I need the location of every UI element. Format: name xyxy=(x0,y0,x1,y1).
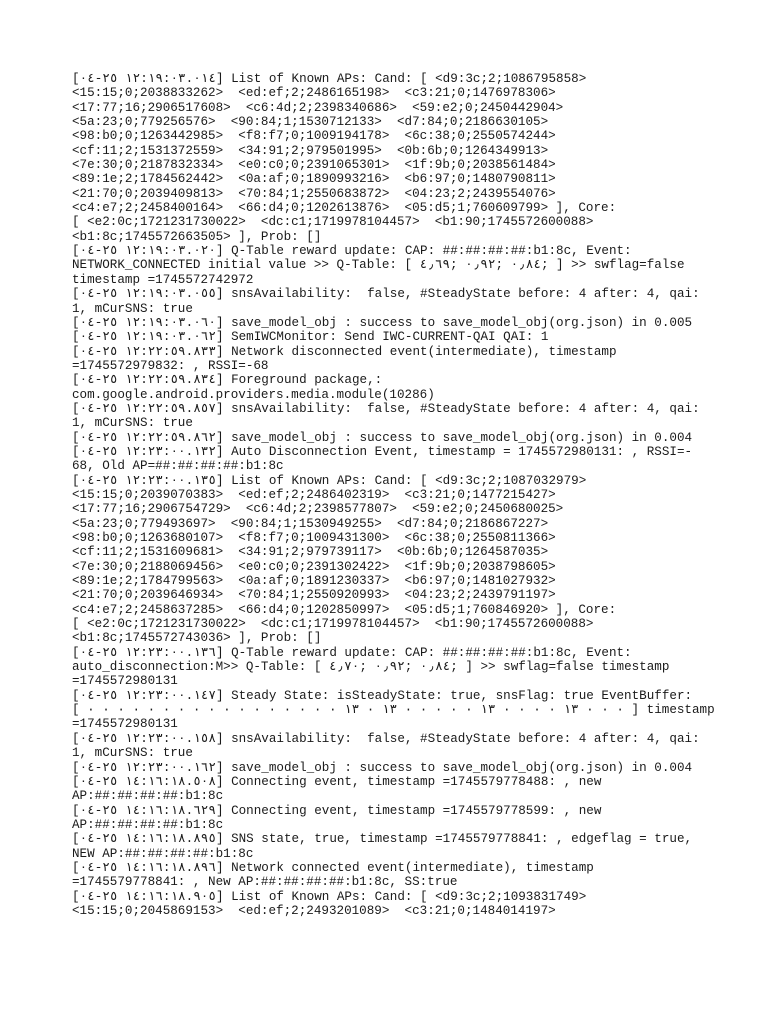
log-line: [١٢:١٩:٠٣.٠٥٥ ٢٥-٠٤] snsAvailability: false, #SteadyState before: 4 after: 4, qai: xyxy=(72,287,700,302)
log-line: <b1:8c;1745572663505> ], Prob: [] xyxy=(72,229,322,244)
log-line: <5a:23;0;779256576> <90:84;1;1530712133> <d7:84;0;2186630105> xyxy=(72,115,549,130)
log-line: <c4:e7;2;2458637285> <66:d4;0;1202850997> <05:d5;1;760846920> ], Core: xyxy=(72,602,617,617)
log-line: [١٢:٢٣:٠٠.١٣٢ ٢٥-٠٤] Auto Disconnection Event, timestamp = 1745572980131: , RSSI=- xyxy=(72,444,693,459)
log-line: [١٢:٢٣:٠٠.١٣٦ ٢٥-٠٤] Q-Table reward update: CAP: ##:##:##:##:b1:8c, Event: xyxy=(72,645,632,660)
log-line: 1, mCurSNS: true xyxy=(72,746,193,761)
log-line: [١٢:٢٢:٥٩.٨٦٢ ٢٥-٠٤] save_model_obj : success to save_model_obj(org.json) in 0.004 xyxy=(72,430,693,445)
log-line: AP:##:##:##:##:b1:8c xyxy=(72,817,224,832)
log-line: <89:1e;2;1784799563> <0a:af;0;1891230337> <b6:97;0;1481027932> xyxy=(72,574,556,589)
log-line: [ <e2:0c;1721231730022> <dc:c1;1719978104457> <b1:90;1745572600088> xyxy=(72,617,594,632)
log-line: <98:b0;0;1263680107> <f8:f7;0;1009431300> <6c:38;0;2550811366> xyxy=(72,531,556,545)
log-line: <cf:11;2;1531609681> <34:91;2;979739117> <0b:6b;0;1264587035> xyxy=(72,545,549,560)
log-line: NEW AP:##:##:##:##:b1:8c xyxy=(72,846,254,861)
log-line: <15:15;0;2039070383> <ed:ef;2;2486402319> <c3:21;0;1477215427> xyxy=(72,487,556,502)
log-line: [١٢:٢٣:٠٠.١٤٧ ٢٥-٠٤] Steady State: isSteadyState: true, snsFlag: true EventBuffer: xyxy=(72,688,693,703)
log-line: com.google.android.providers.media.module(10286) xyxy=(72,387,435,402)
log-line: <17:77;16;2906754729> <c6:4d;2;2398577807> <59:e2;0;2450680025> xyxy=(72,502,564,517)
log-line: [١٤:١٦:١٨.٩٠٥ ٢٥-٠٤] List of Known APs: Cand: [ <d9:3c;2;1093831749> xyxy=(72,889,587,904)
log-line: auto_disconnection:M>> Q-Table: [ ٠٫٨٤ ;٠٫٩٢ ;٤٫٧٠; ] >> swflag=false timestamp xyxy=(72,660,670,675)
log-line: [١٤:١٦:١٨.٨٩٦ ٢٥-٠٤] Network connected event(intermediate), timestamp xyxy=(72,860,594,875)
log-line: [١٢:١٩:٠٣.٠٦٢ ٢٥-٠٤] SemIWCMonitor: Send IWC-CURRENT-QAI QAI: 1 xyxy=(72,330,549,345)
log-line: [١٢:٢٢:٥٩.٨٣٣ ٢٥-٠٤] Network disconnected event(intermediate), timestamp xyxy=(72,344,617,359)
log-line: timestamp =1745572742972 xyxy=(72,272,254,287)
log-line: =1745572980131 xyxy=(72,717,178,732)
log-line: [١٤:١٦:١٨.٦٢٩ ٢٥-٠٤] Connecting event, timestamp =1745579778599: , new xyxy=(72,803,602,818)
log-line: 68, Old AP=##:##:##:##:b1:8c xyxy=(72,459,284,474)
log-line: [١٢:١٩:٠٣.٠١٤ ٢٥-٠٤] List of Known APs: Cand: [ <d9:3c;2;1086795858> xyxy=(72,72,587,86)
log-line: [١٤:١٦:١٨.٥٠٨ ٢٥-٠٤] Connecting event, timestamp =1745579778488: , new xyxy=(72,774,602,789)
log-line: [١٢:٢٢:٥٩.٨٣٤ ٢٥-٠٤] Foreground package,: xyxy=(72,373,383,388)
log-line: <21:70;0;2039409813> <70:84;1;2550683872> <04:23;2;2439554076> xyxy=(72,186,556,201)
log-line: <cf:11;2;1531372559> <34:91;2;979501995> <0b:6b;0;1264349913> xyxy=(72,143,549,158)
log-line: 1, mCurSNS: true xyxy=(72,301,193,316)
log-line: [١٢:٢٢:٥٩.٨٥٧ ٢٥-٠٤] snsAvailability: false, #SteadyState before: 4 after: 4, qai: xyxy=(72,401,700,416)
log-line: [١٢:٢٣:٠٠.١٣٥ ٢٥-٠٤] List of Known APs: Cand: [ <d9:3c;2;1087032979> xyxy=(72,473,587,488)
log-line: [ <e2:0c;1721231730022> <dc:c1;1719978104457> <b1:90;1745572600088> xyxy=(72,215,594,230)
log-line: 1, mCurSNS: true xyxy=(72,416,193,431)
log-document xyxy=(72,72,715,918)
log-line: <7e:30;0;2188069456> <e0:c0;0;2391302422> <1f:9b;0;2038798605> xyxy=(72,559,556,574)
log-line: <89:1e;2;1784562442> <0a:af;0;1890993216> <b6:97;0;1480790811> xyxy=(72,172,556,187)
log-line: =1745579778841: , New AP:##:##:##:##:b1:8c, SS:true xyxy=(72,875,458,890)
log-line: [١٢:١٩:٠٣.٠٢٠ ٢٥-٠٤] Q-Table reward update: CAP: ##:##:##:##:b1:8c, Event: xyxy=(72,244,632,259)
log-line: [١٢:٢٣:٠٠.١٥٨ ٢٥-٠٤] snsAvailability: false, #SteadyState before: 4 after: 4, qai: xyxy=(72,731,700,746)
log-line: <c4:e7;2;2458400164> <66:d4;0;1202613876> <05:d5;1;760609799> ], Core: xyxy=(72,201,617,216)
log-line: NETWORK_CONNECTED initial value >> Q-Table: [ ٠٫٨٤ ;٠٫٩٢ ;٤٫٦٩; ] >> swflag=false xyxy=(72,258,685,273)
log-line: <15:15;0;2038833262> <ed:ef;2;2486165198> <c3:21;0;1476978306> xyxy=(72,86,556,101)
log-line: =1745572980131 xyxy=(72,674,178,689)
log-line: <15:15;0;2045869153> <ed:ef;2;2493201089> <c3:21;0;1484014197> xyxy=(72,903,556,918)
log-line: <21:70;0;2039646934> <70:84;1;2550920993> <04:23;2;2439791197> xyxy=(72,588,556,603)
log-line: <17:77;16;2906517608> <c6:4d;2;2398340686> <59:e2;0;2450442904> xyxy=(72,100,564,115)
log-line: [ · · · · · · · · · · · · · · · · · ١٣ · · · · ١٣ · · · · · ١٣ · ١٣ · · · ] timestamp xyxy=(72,703,715,718)
log-line: <b1:8c;1745572743036> ], Prob: [] xyxy=(72,631,322,646)
log-line: [١٢:١٩:٠٣.٠٦٠ ٢٥-٠٤] save_model_obj : success to save_model_obj(org.json) in 0.005 xyxy=(72,315,693,330)
log-line: <7e:30;0;2187832334> <e0:c0;0;2391065301> <1f:9b;0;2038561484> xyxy=(72,158,556,173)
log-line: <98:b0;0;1263442985> <f8:f7;0;1009194178> <6c:38;0;2550574244> xyxy=(72,129,556,144)
log-line: [١٢:٢٣:٠٠.١٦٢ ٢٥-٠٤] save_model_obj : success to save_model_obj(org.json) in 0.004 xyxy=(72,760,693,775)
log-line: [١٤:١٦:١٨.٨٩٥ ٢٥-٠٤] SNS state, true, timestamp =1745579778841: , edgeflag = true, xyxy=(72,832,693,847)
log-line: =1745572979832: , RSSI=-68 xyxy=(72,358,269,373)
log-line: <5a:23;0;779493697> <90:84;1;1530949255> <d7:84;0;2186867227> xyxy=(72,516,549,531)
log-line: AP:##:##:##:##:b1:8c xyxy=(72,789,224,804)
